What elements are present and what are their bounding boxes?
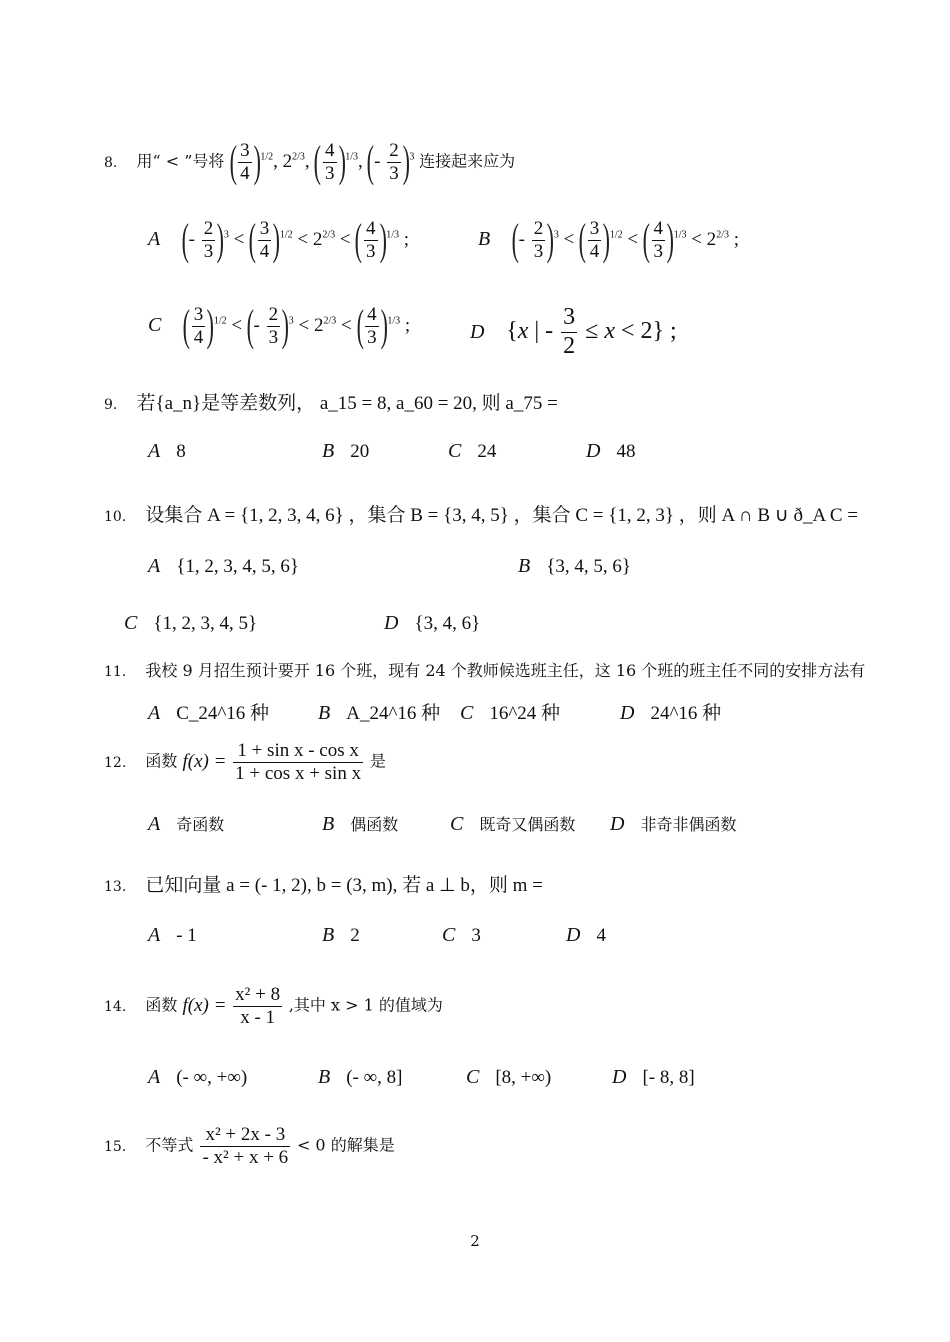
option-value: 24 bbox=[477, 441, 497, 462]
option-value: {1, 2, 3, 4, 5} bbox=[153, 613, 258, 634]
option-d: D 48 bbox=[586, 440, 636, 462]
question-text: 若{a_n}是等差数列， a_15 = 8, a_60 = 20, 则 a_75 = bbox=[136, 393, 558, 414]
option-value: (- $\frac{2}{3}$ )$^3$ < ( $\frac{3}{4}$ )$^{1/2}$ < ( $\frac{4}{3}$ )$^{1/3} < 2^{2/3}$ ; bbox=[511, 215, 739, 265]
denominator: - x² + x + 6 bbox=[202, 1146, 289, 1168]
option-b: B 2 bbox=[322, 924, 360, 946]
question-9 bbox=[104, 388, 558, 415]
option-a: A - 1 bbox=[148, 924, 197, 946]
option-d bbox=[470, 304, 677, 360]
page-number: 2 bbox=[470, 1232, 480, 1250]
option-value: 8 bbox=[176, 441, 186, 462]
question-number: 12. bbox=[104, 754, 127, 771]
question-tail: < 0 的解集是 bbox=[296, 1135, 395, 1155]
numerator: x² + 8 bbox=[235, 984, 281, 1005]
option-a: A (- ∞, +∞) bbox=[148, 1066, 248, 1088]
question-number: 11. bbox=[104, 664, 127, 680]
option-value: 24^16 种 bbox=[650, 703, 722, 724]
option-d: D {3, 4, 6} bbox=[384, 612, 481, 634]
question-lead: 用“ < ”号将 bbox=[136, 151, 225, 171]
question-number: 8. bbox=[104, 154, 118, 171]
numerator: 1 + sin x - cos x bbox=[233, 740, 363, 763]
question-13 bbox=[104, 870, 543, 897]
option-c: C [8, +∞) bbox=[466, 1066, 552, 1088]
option-c: C 既奇又偶函数 bbox=[450, 813, 576, 835]
option-value: 3 bbox=[471, 925, 481, 946]
option-value: 2 bbox=[350, 925, 360, 946]
denominator: 1 + cos x + sin x bbox=[235, 762, 362, 784]
question-text: 我校 9 月招生预计要开 16 个班，现有 24 个教师候选班主任，这 16 个班的班主任不同的安排方法有 bbox=[145, 661, 866, 680]
option-d: D 4 bbox=[566, 924, 606, 946]
question-tail: ,其中 x > 1 的值域为 bbox=[288, 995, 443, 1015]
option-a: A 奇函数 bbox=[148, 813, 225, 835]
option-value: (- ∞, +∞) bbox=[176, 1067, 248, 1088]
option-b: B 20 bbox=[322, 440, 370, 462]
question-12 bbox=[104, 740, 386, 785]
question-11 bbox=[104, 658, 865, 681]
question-15 bbox=[104, 1124, 395, 1169]
question-number: 13. bbox=[104, 879, 127, 895]
option-letter: C bbox=[148, 313, 162, 336]
question-10 bbox=[104, 500, 858, 527]
question-lead: 不等式 bbox=[145, 1135, 194, 1155]
option-value: 非奇非偶函数 bbox=[640, 815, 737, 834]
option-value: [8, +∞) bbox=[495, 1067, 552, 1088]
option-value: A_24^16 种 bbox=[346, 703, 441, 724]
option-value: {3, 4, 6} bbox=[414, 613, 481, 634]
option-value: (- $\frac{2}{3}$ )$^3$ < ( $\frac{3}{4}$ )$^{1/2} < 2^{2/3}$ < ( $\frac{4}{3}$ )$^{1/3}$ ; bbox=[181, 215, 409, 265]
option-value: 奇函数 bbox=[176, 815, 225, 834]
option-value: 20 bbox=[350, 441, 370, 462]
option-d: D [- 8, 8] bbox=[612, 1066, 695, 1088]
option-a bbox=[148, 215, 409, 265]
option-letter: A bbox=[148, 227, 161, 250]
question-lead: 函数 bbox=[145, 995, 178, 1015]
option-d: D 非奇非偶函数 bbox=[610, 813, 737, 835]
question-8 bbox=[104, 137, 516, 187]
option-letter: D bbox=[470, 320, 485, 343]
option-c: C 16^24 种 bbox=[460, 702, 561, 724]
option-c: C 24 bbox=[448, 440, 497, 462]
option-c: C 3 bbox=[442, 924, 481, 946]
option-value: 16^24 种 bbox=[489, 703, 561, 724]
option-value: {3, 4, 5, 6} bbox=[546, 556, 631, 577]
option-a: A C_24^16 种 bbox=[148, 702, 270, 724]
option-b bbox=[478, 215, 739, 265]
option-d: D 24^16 种 bbox=[620, 702, 722, 724]
option-a: A {1, 2, 3, 4, 5, 6} bbox=[148, 555, 299, 577]
option-value: 偶函数 bbox=[350, 815, 399, 834]
option-value: ( $\frac{3}{4}$ )$^{1/2}$ < (- $\frac{2}{3}$ )$^3 < 2^{2/3}$ < ( $\frac{4}{3}$ )$^{1/3}$ ; bbox=[182, 301, 411, 351]
option-b: B (- ∞, 8] bbox=[318, 1066, 403, 1088]
option-value: [- 8, 8] bbox=[642, 1067, 695, 1088]
option-c: C {1, 2, 3, 4, 5} bbox=[124, 612, 258, 634]
question-text: 设集合 A = {1, 2, 3, 4, 6} ，集合 B = {3, 4, 5} ，集合 C = {1, 2, 3} ，则 A ∩ B ∪ ð_A C = bbox=[145, 505, 859, 526]
question-text: 已知向量 a = (- 1, 2), b = (3, m), 若 a ⊥ b，则 m = bbox=[145, 875, 543, 896]
option-c bbox=[148, 301, 411, 351]
option-value: 4 bbox=[596, 925, 606, 946]
question-tail: 连接起来应为 bbox=[419, 151, 516, 171]
question-number: 9. bbox=[104, 397, 118, 413]
question-lead: 函数 bbox=[145, 751, 178, 771]
question-number: 14. bbox=[104, 998, 127, 1015]
question-tail: 是 bbox=[369, 751, 386, 771]
option-value: {x | - $\frac{3}{2}$ ≤ x < 2} ; bbox=[506, 304, 677, 359]
question-number: 15. bbox=[104, 1138, 127, 1155]
question-14 bbox=[104, 984, 443, 1029]
question-number: 10. bbox=[104, 509, 127, 525]
numerator: x² + 2x - 3 bbox=[200, 1124, 290, 1147]
function-name: f(x) = bbox=[182, 994, 227, 1016]
option-value: C_24^16 种 bbox=[176, 703, 270, 724]
function-name: f(x) = bbox=[182, 750, 227, 772]
option-b: B 偶函数 bbox=[322, 813, 399, 835]
option-value: (- ∞, 8] bbox=[346, 1067, 403, 1088]
expression-list: ( $\frac{3}{4}$ )$^{1/2}$, $2^{2/3}$, ( $\frac{4}{3}$ )$^{1/3}$, (- $\frac{2}{3}$ )$^3$ bbox=[229, 137, 415, 187]
option-a: A 8 bbox=[148, 440, 186, 462]
denominator: x - 1 bbox=[240, 1006, 276, 1028]
option-value: 48 bbox=[616, 441, 636, 462]
option-letter: B bbox=[478, 227, 491, 250]
option-b: B A_24^16 种 bbox=[318, 702, 441, 724]
option-value: - 1 bbox=[176, 925, 197, 946]
option-b: B {3, 4, 5, 6} bbox=[518, 555, 631, 577]
option-value: {1, 2, 3, 4, 5, 6} bbox=[176, 556, 299, 577]
option-value: 既奇又偶函数 bbox=[479, 815, 576, 834]
